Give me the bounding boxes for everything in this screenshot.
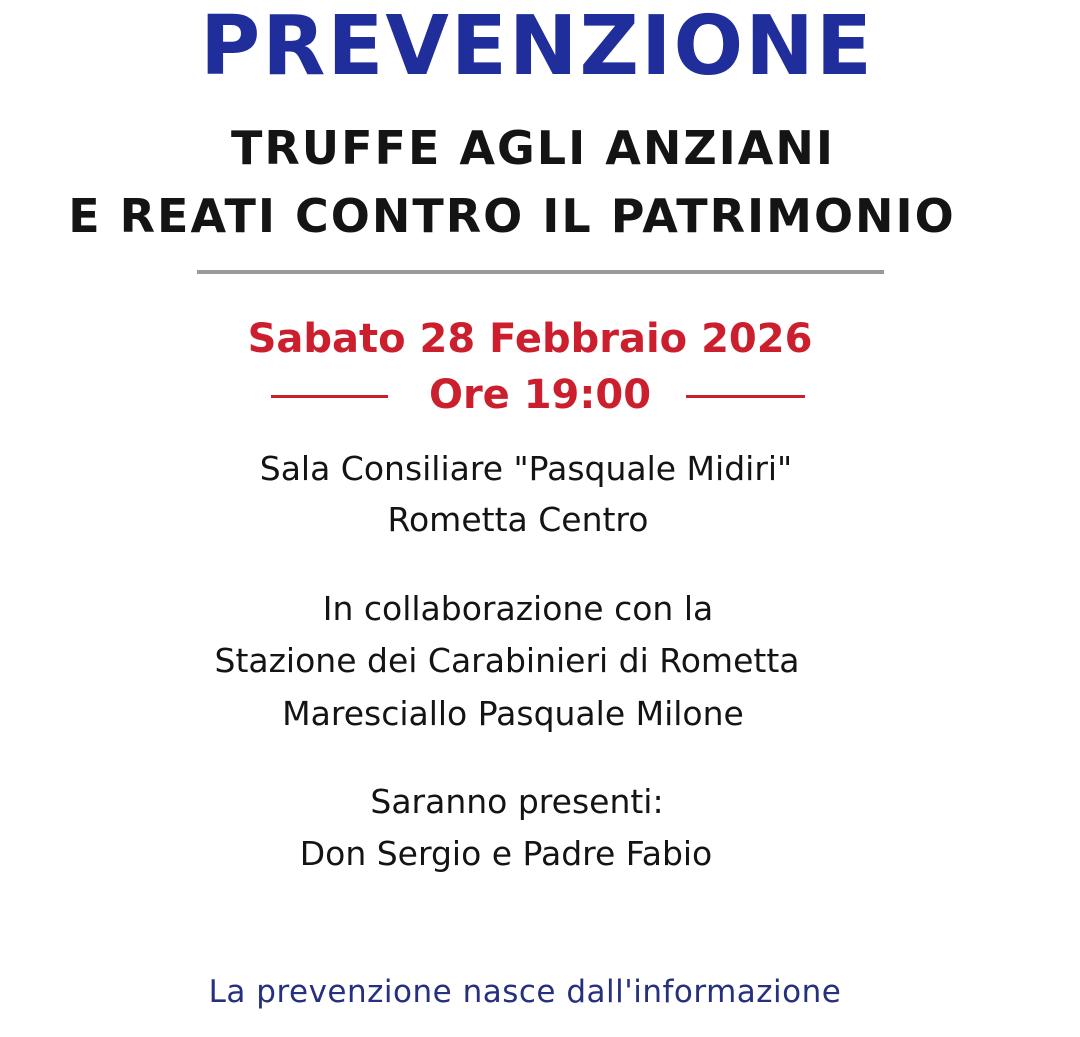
- venue-location: Rometta Centro: [387, 500, 649, 539]
- collaboration-officer: Maresciallo Pasquale Milone: [282, 694, 744, 733]
- event-time: Ore 19:00: [428, 372, 652, 418]
- subtitle-line-2: E REATI CONTRO IL PATRIMONIO: [68, 189, 956, 243]
- attendees-intro: Saranno presenti:: [370, 782, 664, 821]
- event-date: Sabato 28 Febbraio 2026: [247, 316, 813, 362]
- tagline: La prevenzione nasce dall'informazione: [208, 974, 842, 1010]
- section-divider: [197, 270, 884, 274]
- attendees-names: Don Sergio e Padre Fabio: [299, 834, 713, 873]
- venue-name: Sala Consiliare "Pasquale Midiri": [259, 449, 793, 488]
- headline-title: PREVENZIONE: [200, 0, 874, 94]
- subtitle-line-1: TRUFFE AGLI ANZIANI: [230, 121, 835, 175]
- time-decor-line-right: [686, 395, 805, 398]
- event-time-row: [0, 368, 1080, 422]
- collaboration-intro: In collaborazione con la: [322, 589, 714, 628]
- collaboration-station: Stazione dei Carabinieri di Rometta: [214, 641, 800, 680]
